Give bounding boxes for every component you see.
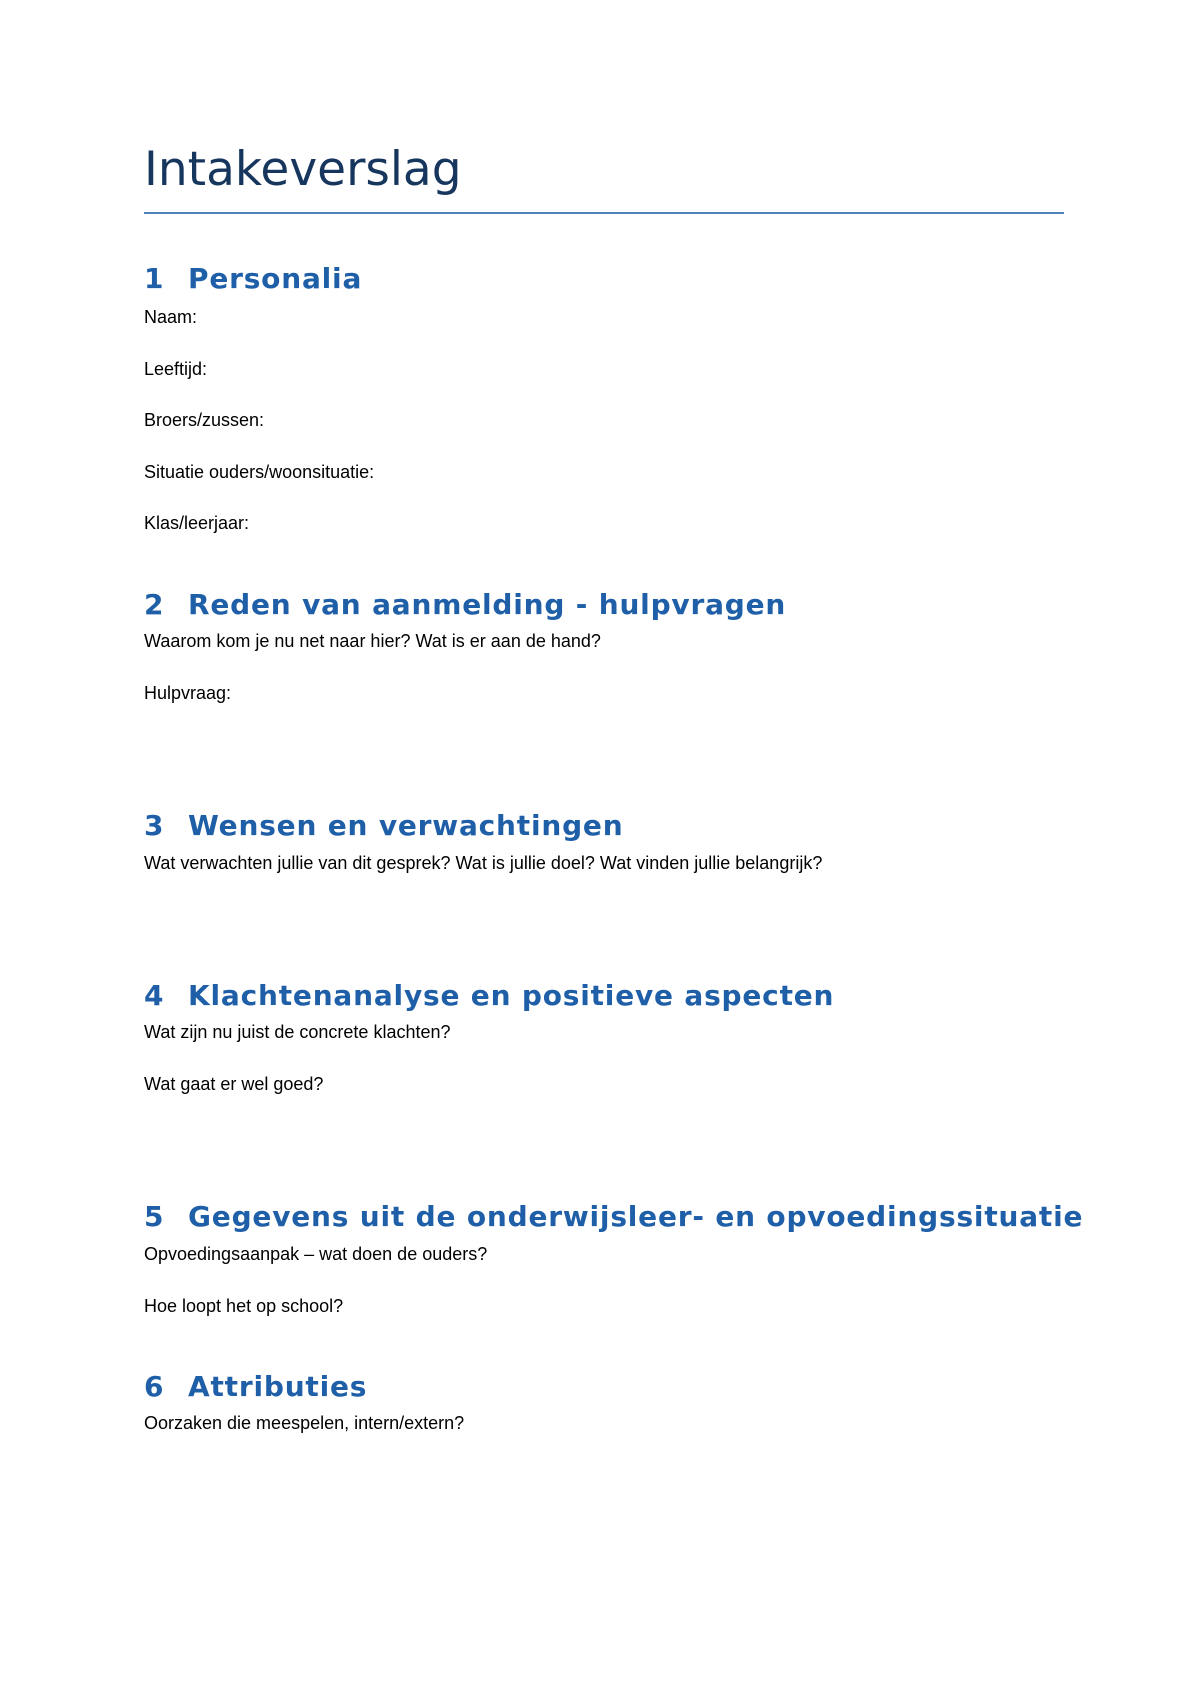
section-title: Klachtenanalyse en positieve aspecten — [188, 979, 835, 1012]
title-underline — [144, 212, 1064, 214]
question-text: Opvoedingsaanpak – wat doen de ouders? — [144, 1244, 488, 1264]
section-heading-reden-van-aanmelding — [144, 588, 786, 622]
field-label-hulpvraag: Hulpvraag: — [144, 683, 232, 703]
section-heading-attributies — [144, 1370, 367, 1404]
section-number: 3 — [144, 809, 165, 842]
section-title: Attributies — [188, 1370, 368, 1403]
section-title: Reden van aanmelding - hulpvragen — [188, 588, 787, 621]
section-heading-gegevens-onderwijsleer — [144, 1200, 1083, 1234]
document-title: Intakeverslag — [144, 142, 462, 197]
section-number: 6 — [144, 1370, 165, 1403]
question-text: Hoe loopt het op school? — [144, 1296, 344, 1316]
field-label-broers-zussen: Broers/zussen: — [144, 410, 265, 430]
section-title: Personalia — [188, 262, 363, 295]
section-title: Wensen en verwachtingen — [188, 809, 624, 842]
section-title: Gegevens uit de onderwijsleer- en opvoedingssituatie — [188, 1200, 1084, 1233]
field-label-klas-leerjaar: Klas/leerjaar: — [144, 513, 250, 533]
question-text: Waarom kom je nu net naar hier? Wat is er aan de hand? — [144, 631, 601, 651]
section-number: 2 — [144, 588, 165, 621]
section-number: 1 — [144, 262, 165, 295]
section-number: 4 — [144, 979, 165, 1012]
question-text: Wat verwachten jullie van dit gesprek? Wat is jullie doel? Wat vinden jullie belangrijk? — [144, 853, 823, 873]
question-text: Oorzaken die meespelen, intern/extern? — [144, 1413, 465, 1433]
section-heading-wensen-en-verwachtingen — [144, 809, 623, 843]
field-label-naam: Naam: — [144, 307, 198, 327]
field-label-leeftijd: Leeftijd: — [144, 359, 208, 379]
question-text: Wat zijn nu juist de concrete klachten? — [144, 1022, 451, 1042]
field-label-situatie-ouders: Situatie ouders/woonsituatie: — [144, 462, 375, 482]
section-heading-personalia — [144, 262, 362, 296]
section-heading-klachtenanalyse — [144, 979, 834, 1013]
section-number: 5 — [144, 1200, 165, 1233]
question-text: Wat gaat er wel goed? — [144, 1074, 324, 1094]
